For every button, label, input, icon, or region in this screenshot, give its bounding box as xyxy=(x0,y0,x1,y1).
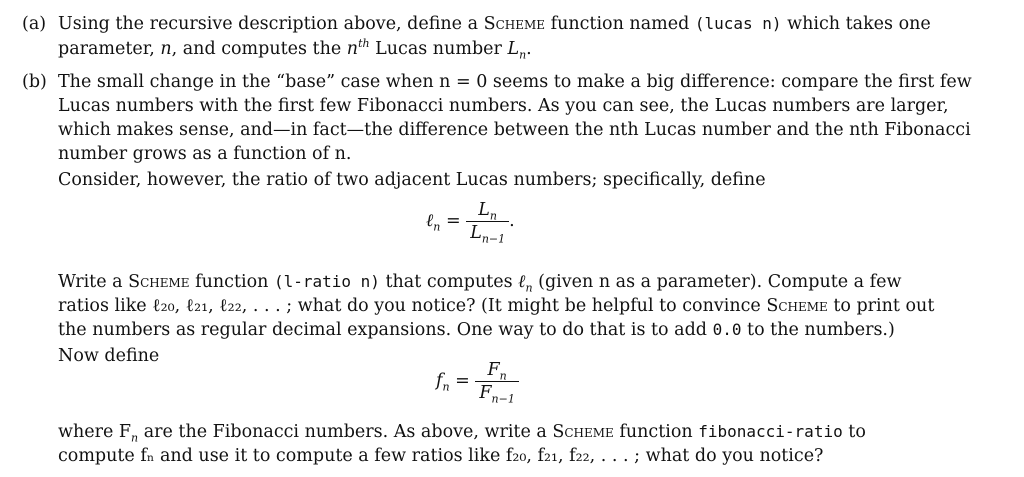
part-a-line-1 xyxy=(58,12,931,36)
text: Lucas number xyxy=(369,39,508,59)
fraction-bar xyxy=(466,221,509,222)
numerator-sub: n xyxy=(499,369,507,383)
text: to the numbers.) xyxy=(741,320,895,340)
code-fibonacci-ratio: fibonacci-ratio xyxy=(698,422,843,441)
text: which takes one xyxy=(781,14,931,34)
denominator-sub: n−1 xyxy=(481,232,506,246)
part-b xyxy=(22,70,1012,470)
text: where F xyxy=(58,422,132,442)
text: function xyxy=(189,272,274,292)
code-zero: 0.0 xyxy=(712,320,742,339)
scheme-word: Scheme xyxy=(128,272,190,292)
paragraph-line xyxy=(58,270,901,294)
paragraph-line: compute fₙ and use it to compute a few ratios like f₂₀, f₂₁, f₂₂, . . . ; what do you notice? xyxy=(58,446,824,466)
text: to xyxy=(842,422,866,442)
math-n: n xyxy=(346,39,359,59)
text: (given n as a parameter). Compute a few xyxy=(532,272,902,292)
denominator-L: L xyxy=(470,223,482,243)
math-L: L xyxy=(507,39,520,59)
fraction-bar xyxy=(475,381,518,382)
text: are the Fibonacci numbers. As above, write a xyxy=(138,422,553,442)
part-a-line-2 xyxy=(58,37,532,61)
fraction xyxy=(466,200,509,246)
paragraph-line xyxy=(58,294,934,318)
scheme-word: Scheme xyxy=(766,296,828,316)
paragraph-line: Now define xyxy=(58,346,160,366)
equals: = xyxy=(440,211,467,231)
part-a xyxy=(22,12,1012,64)
numerator-L: L xyxy=(478,200,490,220)
text: function xyxy=(613,422,699,442)
period: . xyxy=(509,211,515,231)
text: Using the recursive description above, define a xyxy=(58,14,484,34)
subscript-n: n xyxy=(131,431,139,445)
scheme-word: Scheme xyxy=(483,14,546,34)
numerator-F: F xyxy=(487,360,500,380)
fraction xyxy=(475,360,518,406)
math-n: n xyxy=(160,39,172,59)
subscript-n: n xyxy=(525,281,533,295)
subscript-n: n xyxy=(519,48,527,62)
denominator xyxy=(466,223,509,246)
math-ell: ℓ xyxy=(518,272,526,292)
paragraph-line: which makes sense, and—in fact—the difference between the nth Lucas number and the nth Fibonacci xyxy=(58,120,971,140)
superscript-th: th xyxy=(358,37,370,51)
part-a-marker: (a) xyxy=(22,14,47,34)
equals: = xyxy=(449,371,476,391)
scheme-word: Scheme xyxy=(552,422,614,442)
part-b-marker: (b) xyxy=(22,72,47,92)
code-l-ratio: (l-ratio n) xyxy=(273,272,380,291)
code-lucas: (lucas n) xyxy=(694,14,782,33)
text: parameter, xyxy=(58,39,161,59)
text: , and computes the xyxy=(171,39,347,59)
math-ell: ℓ xyxy=(426,211,434,231)
denominator-sub: n−1 xyxy=(491,392,515,406)
denominator-F: F xyxy=(479,383,492,403)
paragraph-line: Lucas numbers with the first few Fibonacci numbers. As you can see, the Lucas numbers are larger, xyxy=(58,96,949,116)
math-f: f xyxy=(436,371,443,391)
text: the numbers as regular decimal expansions. One way to do that is to add xyxy=(58,320,713,340)
text: function named xyxy=(545,14,695,34)
text: to print out xyxy=(827,296,935,316)
numerator xyxy=(475,360,518,383)
text: Write a xyxy=(58,272,129,292)
paragraph-line: Consider, however, the ratio of two adjacent Lucas numbers; specifically, define xyxy=(58,170,766,190)
paragraph-line: number grows as a function of n. xyxy=(58,144,352,164)
equation-lucas-ratio xyxy=(426,200,515,246)
text: ratios like ℓ₂₀, ℓ₂₁, ℓ₂₂, . . . ; what do you notice? (It might be helpful to convince xyxy=(58,296,767,316)
subscript-n: n xyxy=(433,220,441,234)
paragraph-line: The small change in the “base” case when n = 0 seems to make a big difference: compare the first few xyxy=(58,72,972,92)
paragraph-line xyxy=(58,318,895,342)
subscript-n: n xyxy=(442,380,450,394)
paragraph-line xyxy=(58,420,866,444)
numerator xyxy=(466,200,509,223)
text: . xyxy=(526,39,532,59)
equation-fibonacci-ratio xyxy=(436,360,519,406)
text: that computes xyxy=(379,272,519,292)
numerator-sub: n xyxy=(489,209,498,223)
denominator xyxy=(475,383,518,406)
